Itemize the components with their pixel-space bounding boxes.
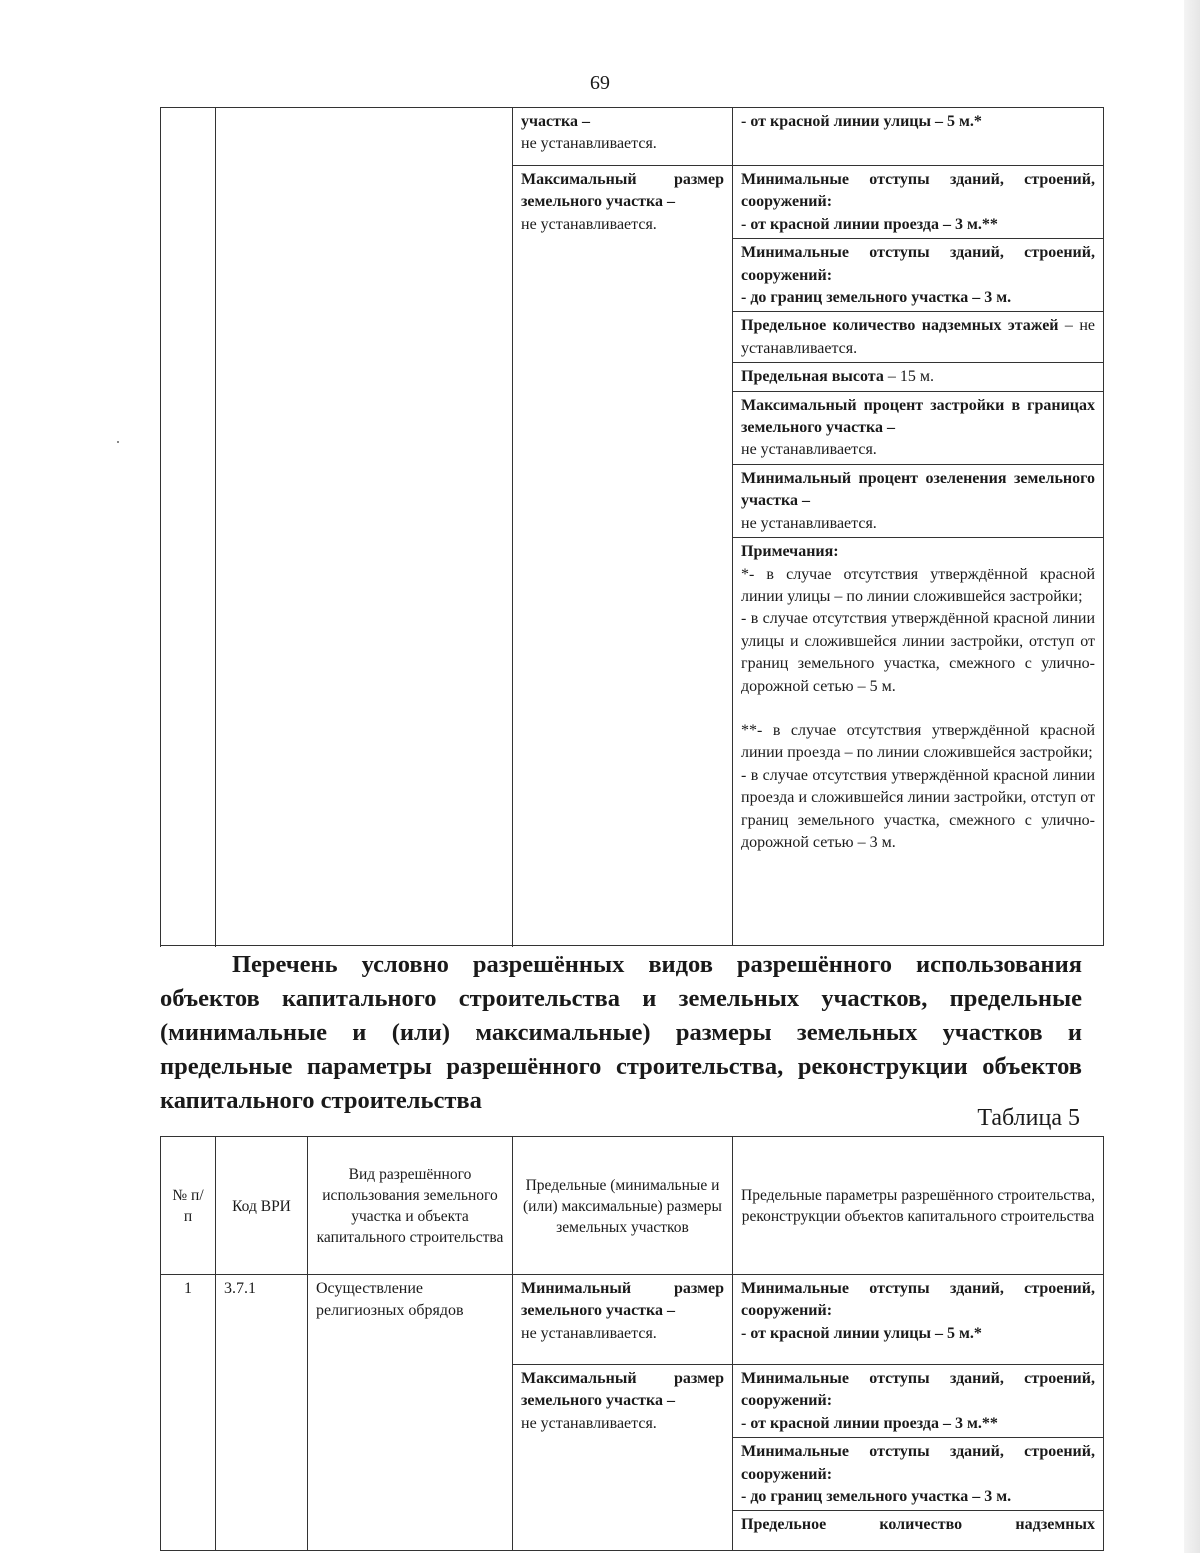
param-setback-passage: Минимальные отступы зданий, строений, сооружений: - от красной линии проезда – 3 м.** [733,166,1104,239]
scan-edge [1184,0,1200,1553]
notes-cell: Примечания: *- в случае отсутствия утверждённой красной линии улицы – по линии сложившейся застройки; - в случае отсутствия утверждённой красной линии улицы и сложившейся линии застройки, отступ от границ земельного участка, смежного с улично-дорожной сетью – 5 м. **- в случае отсутствия утверждённой красной линии проезда – по линии сложившейся застройки; - в случае отсутствия утверждённой красной линии проезда и сложившейся линии застройки, отступ от границ земельного участка, смежного с улично-дорожной сетью – 3 м. [733,538,1104,946]
param-build-percent: Максимальный процент застройки в границах земельного участка – не устанавливается. [733,391,1104,464]
continued-table [160,107,1104,946]
table-caption: Таблица 5 [977,1105,1080,1131]
param-height: Предельная высота – 15 м. [733,363,1104,391]
param-floors: Предельное количество надземных этажей – не устанавливается. [733,312,1104,363]
section-heading: Перечень условно разрешённых видов разрешённого использования объектов капитального строительства и земельных участков, предельные (минимальные и (или) максимальные) размеры земельных участков и предельные параметры разрешённого строительства, реконструкции объектов капитального строительства [160,951,1082,1114]
header-sizes: Предельные (минимальные и (или) максимальные) размеры земельных участков [513,1137,733,1275]
row-param-boundary: Минимальные отступы зданий, строений, сооружений: - до границ земельного участка – 3 м. [733,1438,1104,1511]
row-max-size: Максимальный размер земельного участка – не устанавливается. [513,1365,733,1551]
header-num: № п/п [161,1137,216,1275]
row-param-street: Минимальные отступы зданий, строений, сооружений: - от красной линии улицы – 5 м.* [733,1275,1104,1365]
row-param-passage: Минимальные отступы зданий, строений, сооружений: - от красной линии проезда – 3 м.** [733,1365,1104,1438]
row-code: 3.7.1 [216,1275,308,1551]
num-cell [161,108,216,946]
param-setback-boundary: Минимальные отступы зданий, строений, сооружений: - до границ земельного участка – 3 м. [733,239,1104,312]
kind-cell [216,108,513,946]
row-num: 1 [161,1275,216,1551]
page-number: 69 [590,71,610,93]
max-size-cell: Максимальный размер земельного участка – не устанавливается. [513,166,733,946]
row-kind: Осуществление религиозных обрядов [308,1275,513,1551]
header-code: Код ВРИ [216,1137,308,1275]
table-5 [160,1136,1104,1551]
row-param-floors: Предельное количество надземных [733,1511,1104,1551]
header-kind: Вид разрешённого использования земельного участка и объекта капитального строительства [308,1137,513,1275]
row-min-size: Минимальный размер земельного участка – не устанавливается. [513,1275,733,1365]
param-green-percent: Минимальный процент озеленения земельного участка – не устанавливается. [733,464,1104,537]
scan-speck [117,441,119,443]
param-setback-street: - от красной линии улицы – 5 м.* [733,108,1104,166]
header-params: Предельные параметры разрешённого строительства, реконструкции объектов капитального строительства [733,1137,1104,1275]
min-size-cell: участка – не устанавливается. [513,108,733,166]
